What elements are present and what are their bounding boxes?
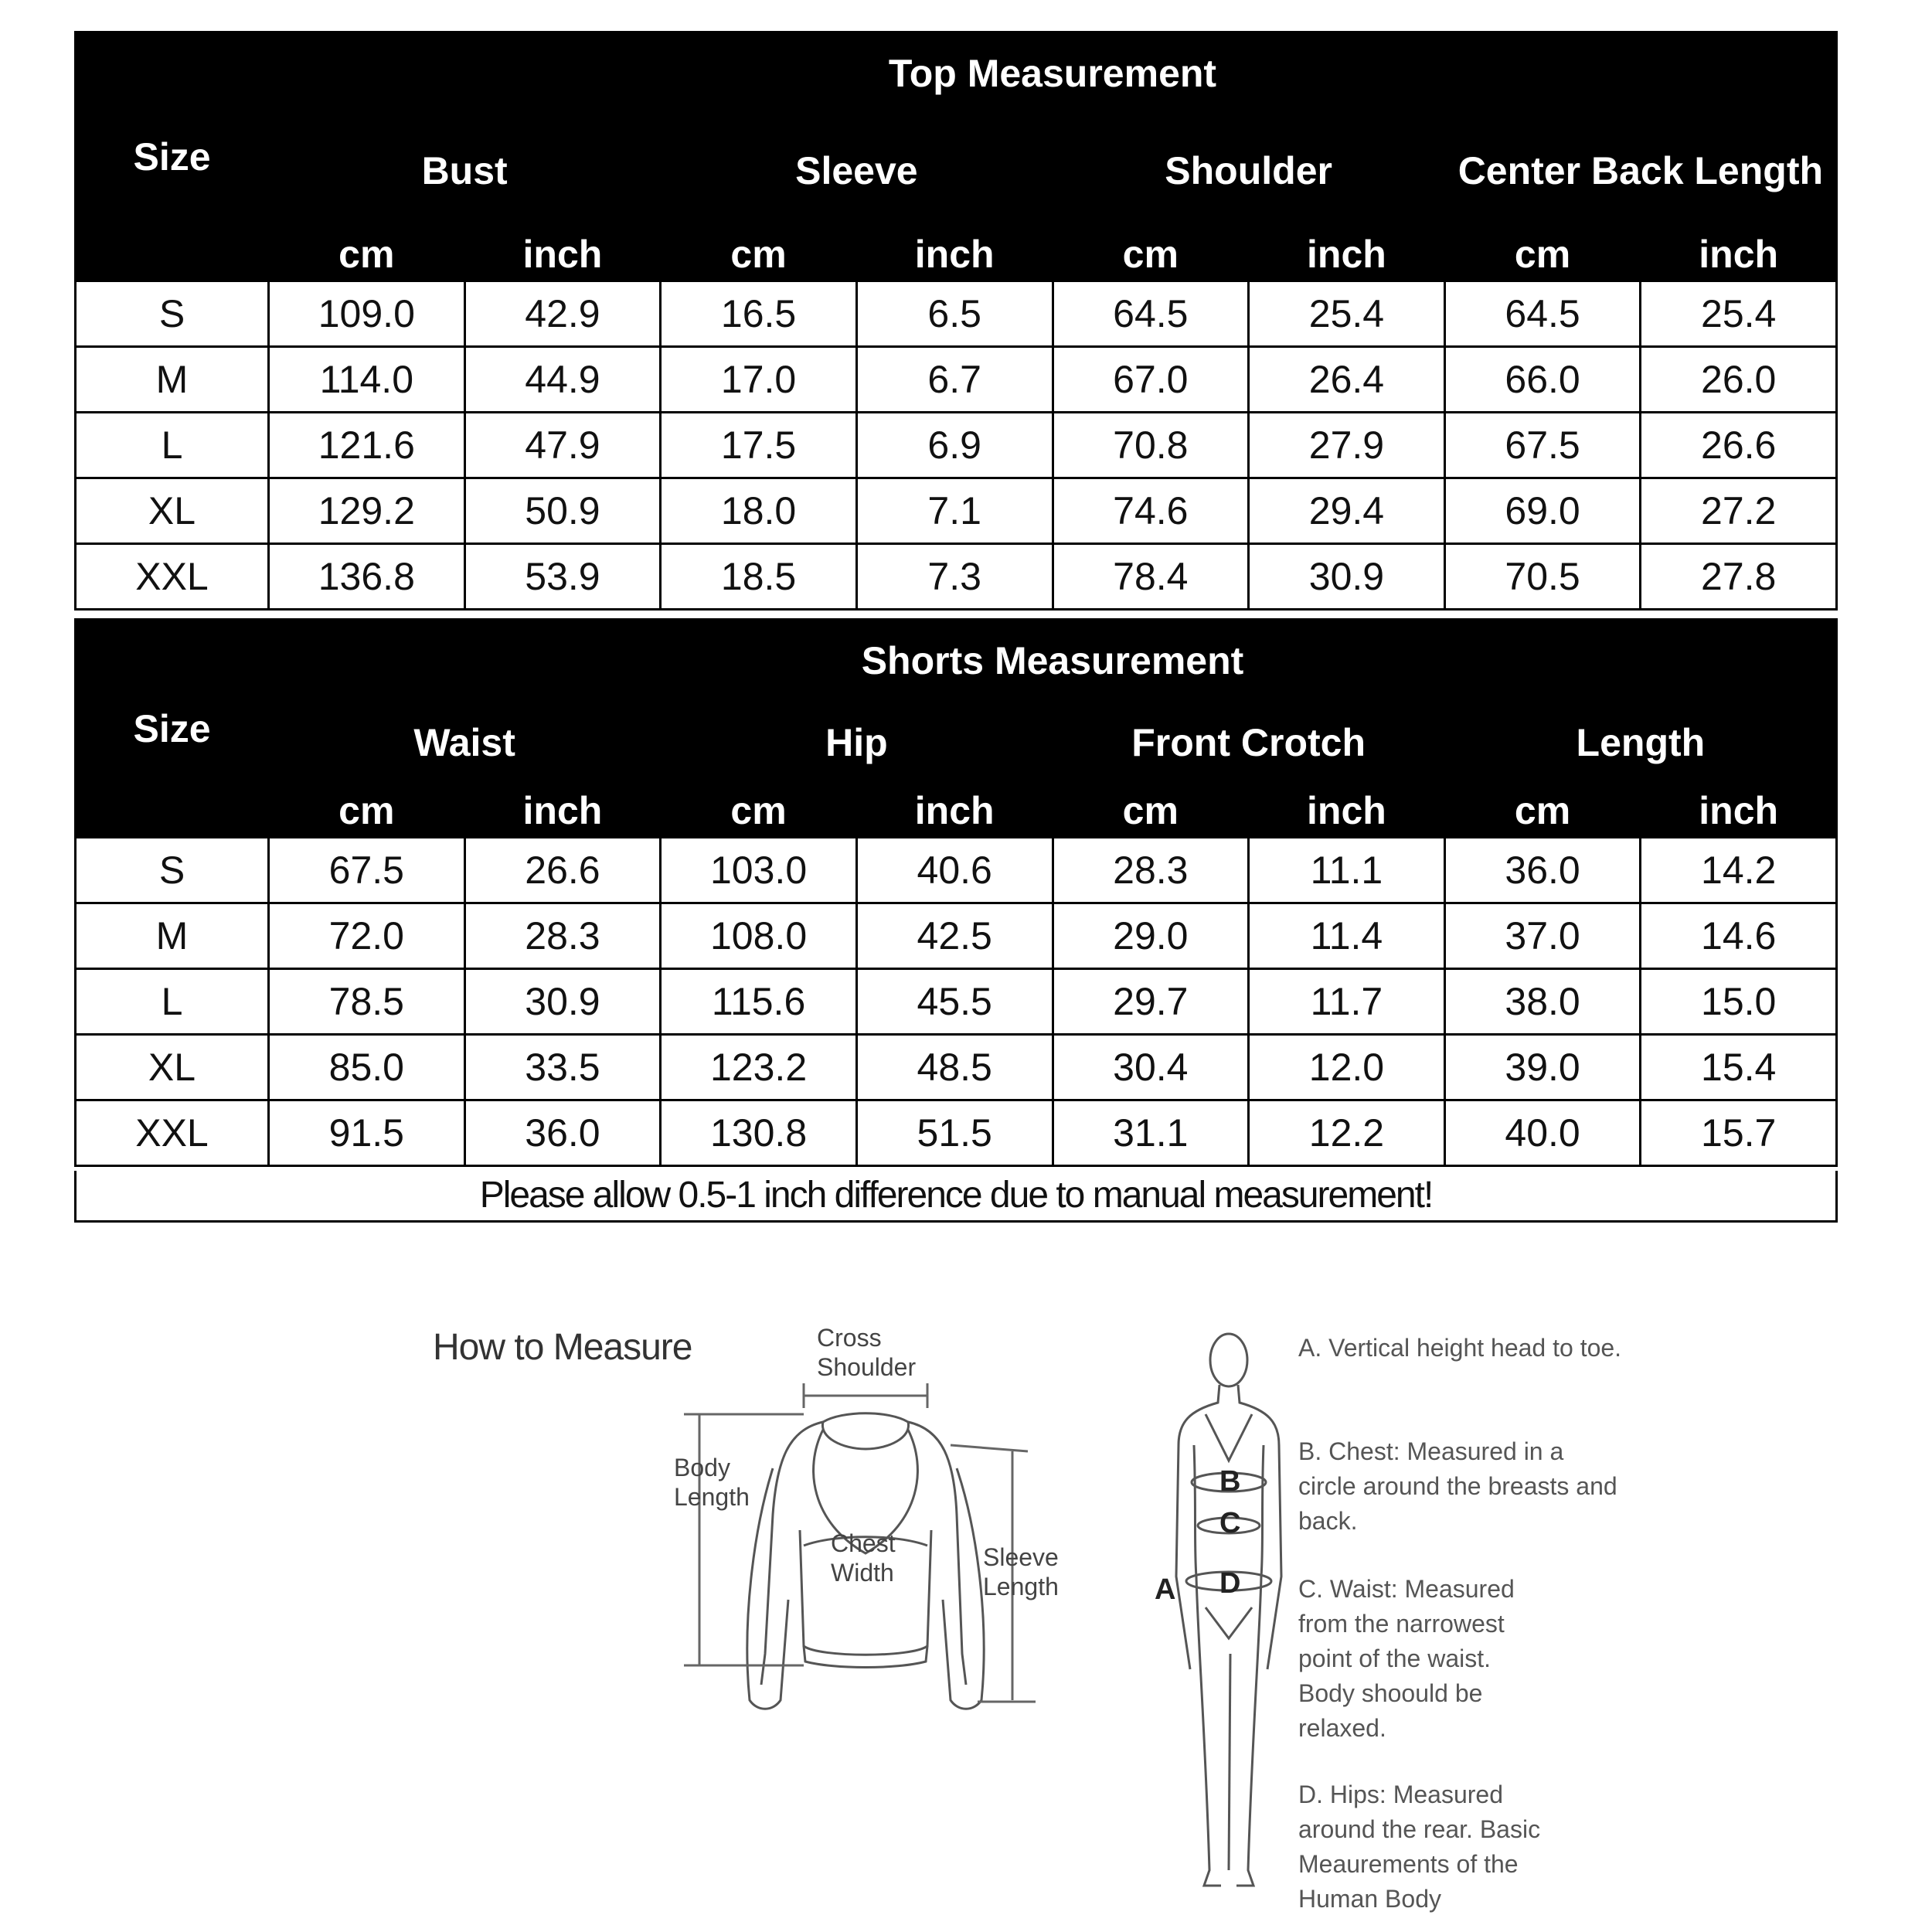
- table-row: [76, 1100, 1837, 1166]
- value-cell: 123.2: [661, 1035, 857, 1100]
- shorts-unit-row: [76, 784, 1837, 838]
- table-row: [76, 347, 1837, 413]
- measure-illustration: [0, 1298, 1932, 1932]
- size-cell: S: [76, 281, 269, 347]
- value-cell: 130.8: [661, 1100, 857, 1166]
- value-cell: 6.7: [856, 347, 1053, 413]
- value-cell: 7.3: [856, 544, 1053, 610]
- explanation-letter: A.: [1298, 1334, 1322, 1362]
- value-cell: 18.0: [661, 478, 857, 544]
- value-cell: 28.3: [1053, 838, 1249, 903]
- body-length-label: Body Length: [674, 1454, 750, 1511]
- value-cell: 17.5: [661, 413, 857, 478]
- value-cell: 109.0: [269, 281, 465, 347]
- unit-header: inch: [1249, 227, 1445, 281]
- value-cell: 30.9: [464, 969, 661, 1035]
- value-cell: 11.1: [1249, 838, 1445, 903]
- value-cell: 18.5: [661, 544, 857, 610]
- unit-header: cm: [1053, 784, 1249, 838]
- group-header: Center Back Length: [1444, 114, 1836, 227]
- chest-width-label: Chest Width: [831, 1529, 896, 1587]
- value-cell: 36.0: [464, 1100, 661, 1166]
- unit-header: inch: [856, 784, 1053, 838]
- table-row: [76, 1035, 1837, 1100]
- value-cell: 39.0: [1444, 1035, 1641, 1100]
- value-cell: 45.5: [856, 969, 1053, 1035]
- explanation-letter: C.: [1298, 1575, 1323, 1603]
- value-cell: 53.9: [464, 544, 661, 610]
- unit-header: cm: [661, 227, 857, 281]
- value-cell: 50.9: [464, 478, 661, 544]
- value-cell: 17.0: [661, 347, 857, 413]
- table-title: Shorts Measurement: [269, 620, 1837, 702]
- value-cell: 42.5: [856, 903, 1053, 969]
- value-cell: 103.0: [661, 838, 857, 903]
- value-cell: 26.4: [1249, 347, 1445, 413]
- value-cell: 66.0: [1444, 347, 1641, 413]
- value-cell: 69.0: [1444, 478, 1641, 544]
- size-cell: M: [76, 903, 269, 969]
- value-cell: 67.0: [1053, 347, 1249, 413]
- explanation-b: [1298, 1434, 1623, 1539]
- size-cell: XXL: [76, 1100, 269, 1166]
- explanation-text: Waist: Measured from the narrowest point of the waist. Body shoould be relaxed.: [1298, 1575, 1515, 1742]
- value-cell: 27.2: [1641, 478, 1837, 544]
- group-header: Bust: [269, 114, 661, 227]
- unit-header: inch: [856, 227, 1053, 281]
- value-cell: 30.9: [1249, 544, 1445, 610]
- value-cell: 74.6: [1053, 478, 1249, 544]
- value-cell: 47.9: [464, 413, 661, 478]
- value-cell: 72.0: [269, 903, 465, 969]
- unit-header: inch: [1641, 227, 1837, 281]
- value-cell: 85.0: [269, 1035, 465, 1100]
- value-cell: 28.3: [464, 903, 661, 969]
- group-header: Waist: [269, 702, 661, 784]
- body-figure: [1176, 1334, 1281, 1886]
- group-header: Sleeve: [661, 114, 1053, 227]
- table-title: Top Measurement: [269, 32, 1837, 114]
- size-cell: XL: [76, 478, 269, 544]
- value-cell: 26.0: [1641, 347, 1837, 413]
- unit-header: inch: [464, 784, 661, 838]
- value-cell: 108.0: [661, 903, 857, 969]
- size-cell: XXL: [76, 544, 269, 610]
- shorts-title-row: [76, 620, 1837, 702]
- unit-header: cm: [1053, 227, 1249, 281]
- value-cell: 33.5: [464, 1035, 661, 1100]
- value-cell: 40.0: [1444, 1100, 1641, 1166]
- value-cell: 70.8: [1053, 413, 1249, 478]
- unit-header: cm: [661, 784, 857, 838]
- value-cell: 27.8: [1641, 544, 1837, 610]
- value-cell: 40.6: [856, 838, 1053, 903]
- value-cell: 31.1: [1053, 1100, 1249, 1166]
- letter-d: D: [1219, 1567, 1241, 1600]
- table-row: [76, 281, 1837, 347]
- size-cell: M: [76, 347, 269, 413]
- unit-header: inch: [464, 227, 661, 281]
- value-cell: 129.2: [269, 478, 465, 544]
- value-cell: 11.4: [1249, 903, 1445, 969]
- size-cell: L: [76, 969, 269, 1035]
- size-header: Size: [76, 32, 269, 281]
- value-cell: 70.5: [1444, 544, 1641, 610]
- letter-b: B: [1219, 1465, 1241, 1498]
- letter-a: A: [1155, 1573, 1176, 1606]
- how-to-measure-title: How to Measure: [433, 1327, 692, 1368]
- explanation-a: [1298, 1331, 1623, 1366]
- measurement-note: Please allow 0.5-1 inch difference due to manual measurement!: [74, 1171, 1838, 1223]
- group-header: Shoulder: [1053, 114, 1444, 227]
- value-cell: 25.4: [1249, 281, 1445, 347]
- group-header: Front Crotch: [1053, 702, 1444, 784]
- value-cell: 12.0: [1249, 1035, 1445, 1100]
- size-header: Size: [76, 620, 269, 838]
- table-row: [76, 478, 1837, 544]
- value-cell: 6.5: [856, 281, 1053, 347]
- value-cell: 44.9: [464, 347, 661, 413]
- table-row: [76, 838, 1837, 903]
- value-cell: 37.0: [1444, 903, 1641, 969]
- value-cell: 14.6: [1641, 903, 1837, 969]
- value-cell: 136.8: [269, 544, 465, 610]
- value-cell: 11.7: [1249, 969, 1445, 1035]
- value-cell: 26.6: [1641, 413, 1837, 478]
- value-cell: 14.2: [1641, 838, 1837, 903]
- top-unit-row: [76, 227, 1837, 281]
- value-cell: 12.2: [1249, 1100, 1445, 1166]
- top-title-row: [76, 32, 1837, 114]
- explanation-c: [1298, 1572, 1553, 1746]
- value-cell: 30.4: [1053, 1035, 1249, 1100]
- shorts-group-row: [76, 702, 1837, 784]
- top-group-row: [76, 114, 1837, 227]
- value-cell: 114.0: [269, 347, 465, 413]
- value-cell: 51.5: [856, 1100, 1053, 1166]
- value-cell: 42.9: [464, 281, 661, 347]
- explanation-d: [1298, 1777, 1561, 1917]
- value-cell: 29.4: [1249, 478, 1445, 544]
- group-header: Length: [1444, 702, 1836, 784]
- value-cell: 121.6: [269, 413, 465, 478]
- table-row: [76, 903, 1837, 969]
- group-header: Hip: [661, 702, 1053, 784]
- value-cell: 78.4: [1053, 544, 1249, 610]
- unit-header: cm: [1444, 227, 1641, 281]
- sleeve-length-label: Sleeve Length: [983, 1543, 1059, 1600]
- value-cell: 15.7: [1641, 1100, 1837, 1166]
- letter-c: C: [1219, 1507, 1241, 1539]
- explanation-letter: D.: [1298, 1781, 1323, 1808]
- cross-shoulder-label: Cross Shoulder: [817, 1324, 917, 1381]
- value-cell: 29.0: [1053, 903, 1249, 969]
- value-cell: 64.5: [1444, 281, 1641, 347]
- unit-header: cm: [269, 784, 465, 838]
- value-cell: 25.4: [1641, 281, 1837, 347]
- shorts-size-table: [74, 618, 1838, 1167]
- value-cell: 67.5: [269, 838, 465, 903]
- value-cell: 27.9: [1249, 413, 1445, 478]
- value-cell: 7.1: [856, 478, 1053, 544]
- value-cell: 6.9: [856, 413, 1053, 478]
- value-cell: 36.0: [1444, 838, 1641, 903]
- value-cell: 15.0: [1641, 969, 1837, 1035]
- value-cell: 67.5: [1444, 413, 1641, 478]
- value-cell: 38.0: [1444, 969, 1641, 1035]
- value-cell: 29.7: [1053, 969, 1249, 1035]
- size-cell: L: [76, 413, 269, 478]
- explanation-text: Vertical height head to toe.: [1328, 1334, 1622, 1362]
- value-cell: 26.6: [464, 838, 661, 903]
- table-row: [76, 413, 1837, 478]
- unit-header: cm: [1444, 784, 1641, 838]
- table-row: [76, 969, 1837, 1035]
- value-cell: 64.5: [1053, 281, 1249, 347]
- size-cell: S: [76, 838, 269, 903]
- unit-header: inch: [1249, 784, 1445, 838]
- value-cell: 78.5: [269, 969, 465, 1035]
- explanation-letter: B.: [1298, 1437, 1322, 1465]
- size-cell: XL: [76, 1035, 269, 1100]
- unit-header: cm: [269, 227, 465, 281]
- unit-header: inch: [1641, 784, 1837, 838]
- value-cell: 15.4: [1641, 1035, 1837, 1100]
- explanation-text: Hips: Measured around the rear. Basic Meaurements of the Human Body: [1298, 1781, 1541, 1913]
- value-cell: 48.5: [856, 1035, 1053, 1100]
- explanation-text: Chest: Measured in a circle around the breasts and back.: [1298, 1437, 1617, 1535]
- top-size-table: [74, 31, 1838, 611]
- value-cell: 115.6: [661, 969, 857, 1035]
- value-cell: 91.5: [269, 1100, 465, 1166]
- table-row: [76, 544, 1837, 610]
- value-cell: 16.5: [661, 281, 857, 347]
